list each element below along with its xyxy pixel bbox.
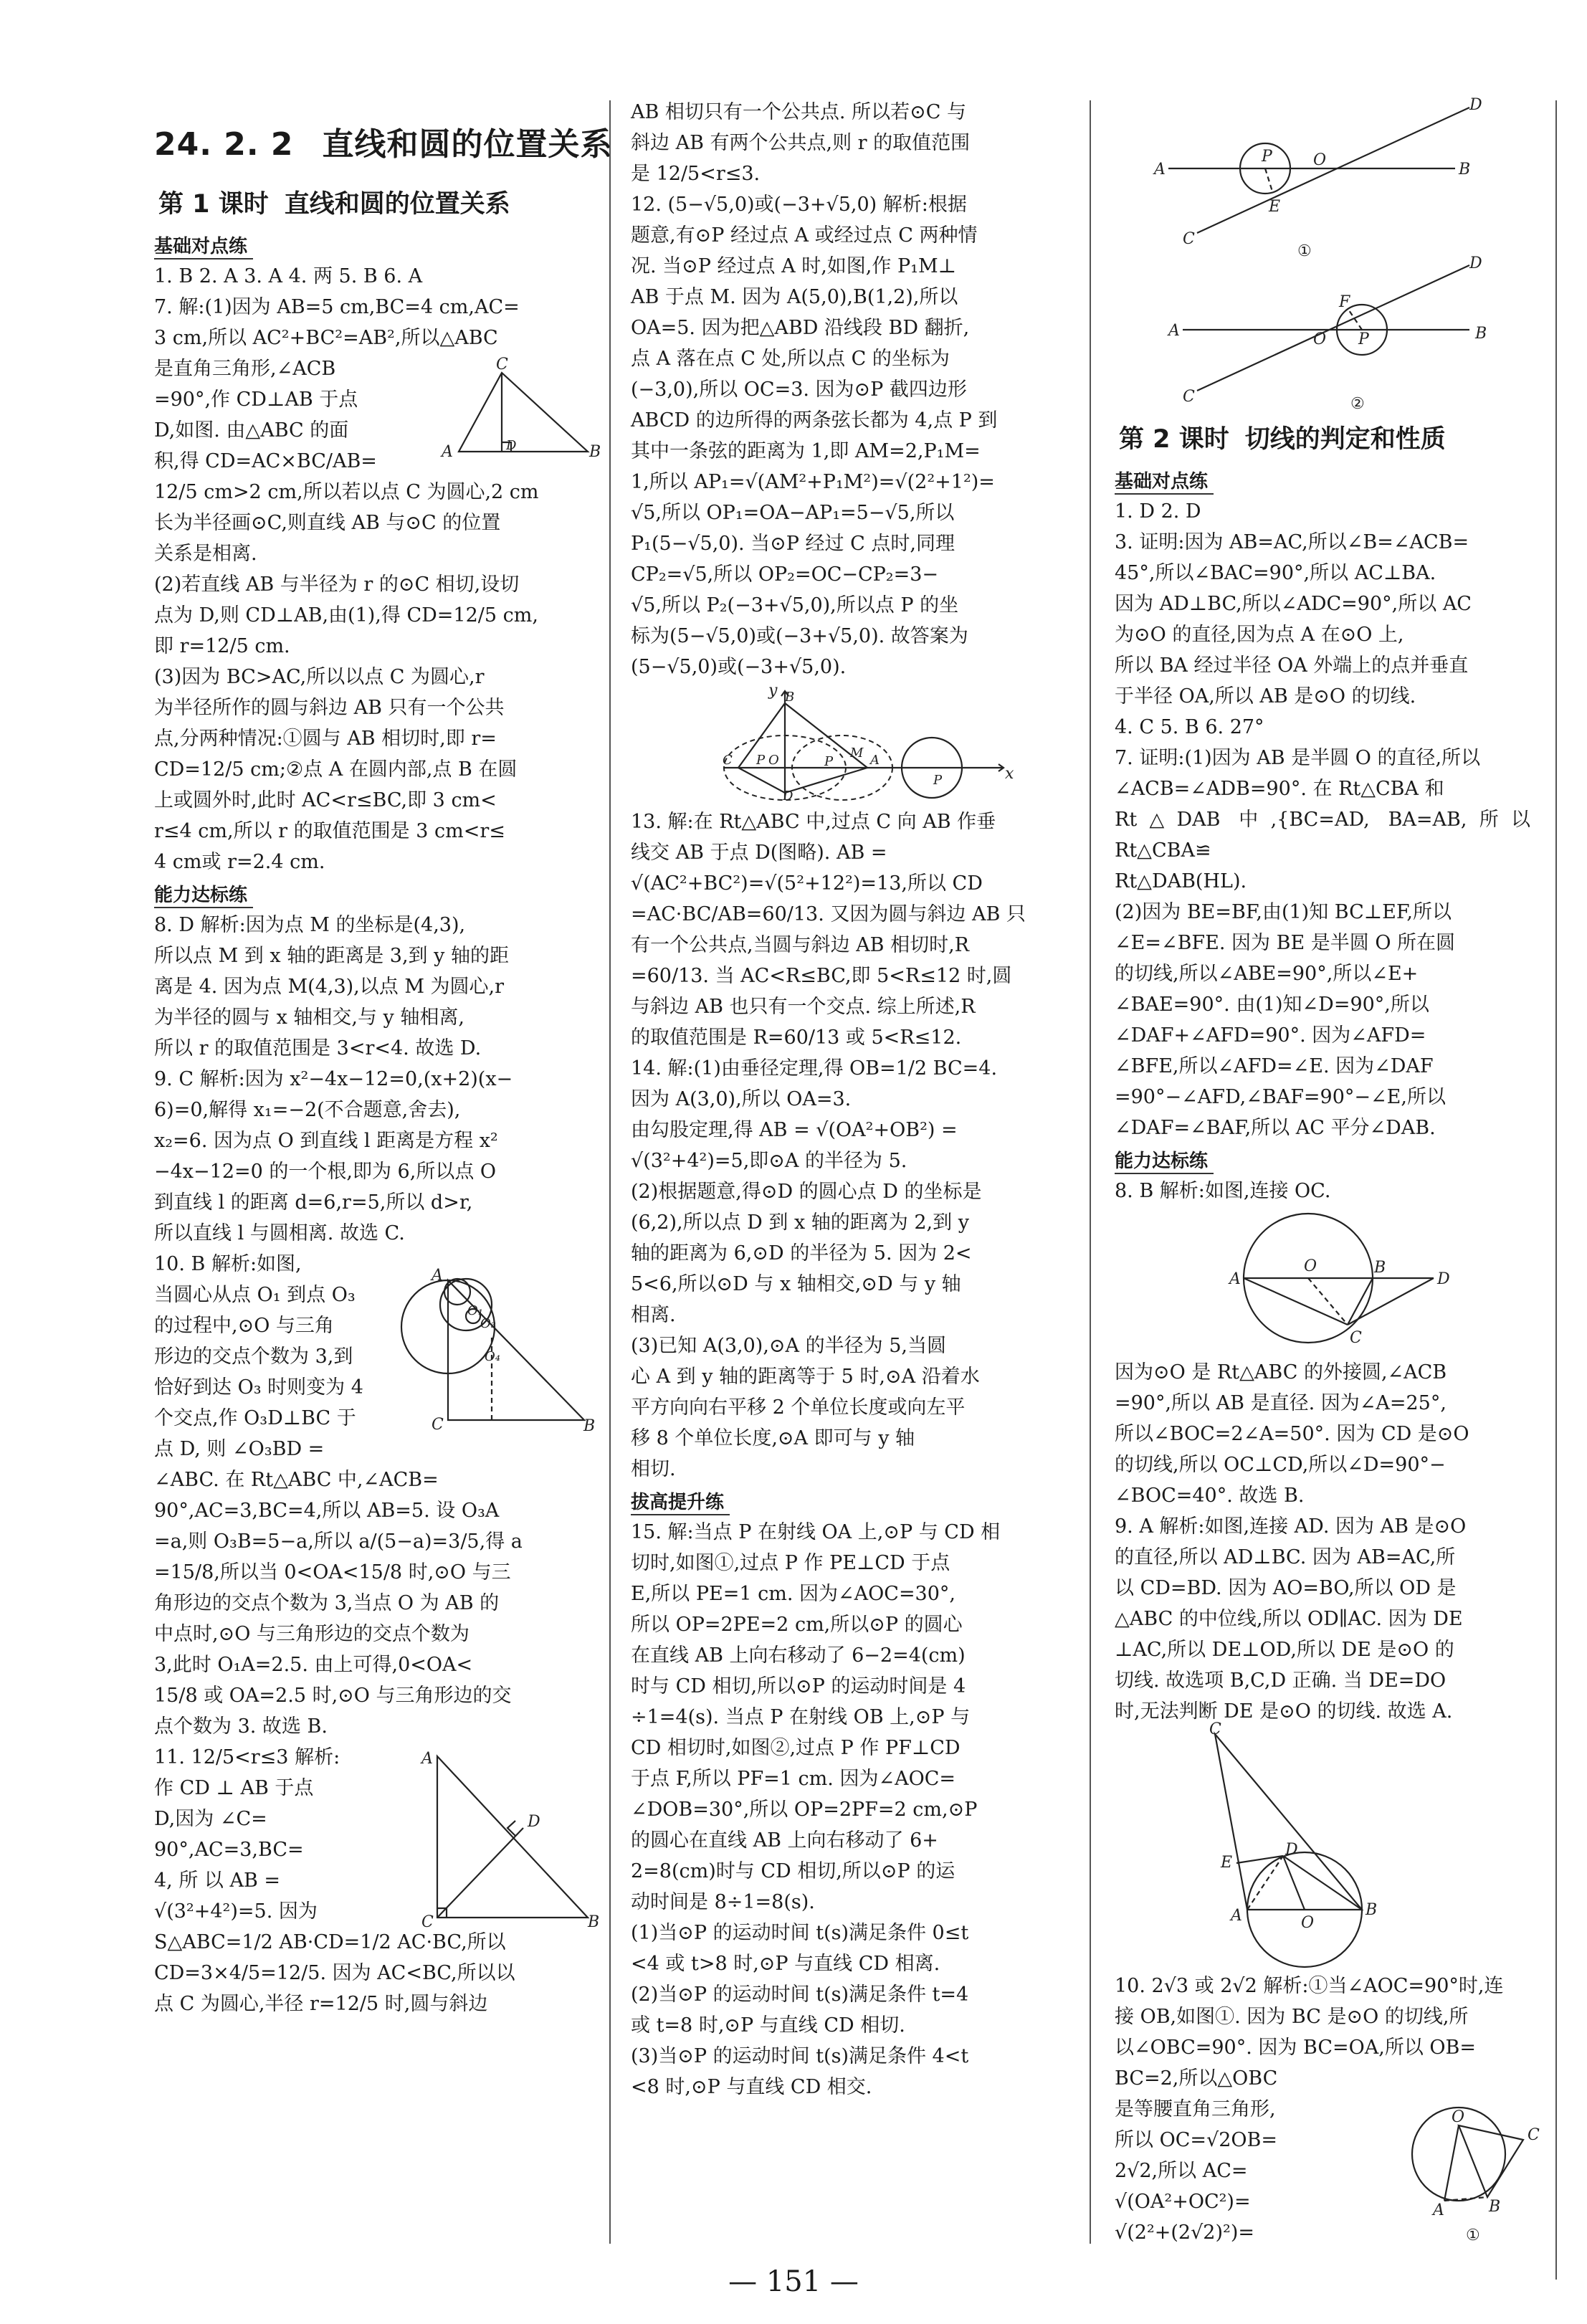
svg-text:P: P: [1262, 148, 1272, 166]
answer-line: ∠E=∠BFE. 因为 BE 是半圆 O 所在圆: [1115, 932, 1456, 954]
answer-line: 点,分两种情况:①圆与 AB 相切时,即 r=: [154, 728, 497, 750]
answer-line: 的取值范围是 R=60/13 或 5<R≤12.: [631, 1027, 962, 1049]
circle-tangent-figure-q8: [1186, 1206, 1459, 1357]
answer-line: 由勾股定理,得 AB = √(OA²+OB²) =: [631, 1119, 958, 1141]
svg-text:A: A: [1231, 1907, 1242, 1925]
svg-text:C: C: [1183, 388, 1195, 406]
answer-line: 2=8(cm)时与 CD 相切,所以⊙P 的运: [631, 1860, 955, 1882]
svg-text:B: B: [1366, 1901, 1378, 1919]
answer-line: √5,所以 P₂(−3+√5,0),所以点 P 的坐: [631, 594, 959, 616]
answer-line: 13. 解:在 Rt△ABC 中,过点 C 向 AB 作垂: [631, 811, 996, 833]
answer-line: 即 r=12/5 cm.: [154, 635, 290, 657]
answer-line: 10. 2√3 或 2√2 解析:①当∠AOC=90°时,连: [1115, 1975, 1504, 1997]
right-triangle-figure-q11: [416, 1749, 602, 1931]
answer-line: 3. 证明:因为 AB=AC,所以∠B=∠ACB=: [1115, 531, 1469, 553]
answer-line: 所以 OP=2PE=2 cm,所以⊙P 的圆心: [631, 1614, 963, 1636]
answer-line: 15/8 或 OA=2.5 时,⊙O 与三角形边的交: [154, 1685, 512, 1707]
svg-text:C: C: [1183, 230, 1195, 248]
answer-line: =90°−∠AFD,∠BAF=90°−∠E,所以: [1115, 1086, 1446, 1108]
answer-line: 所以 BA 经过半径 OA 外端上的点并垂直: [1115, 654, 1469, 677]
svg-text:O: O: [1301, 1914, 1315, 1932]
svg-text:M: M: [850, 746, 864, 761]
answer-line: E,所以 PE=1 cm. 因为∠AOC=30°,: [631, 1583, 956, 1605]
answer-line: <8 时,⊙P 与直线 CD 相交.: [631, 2076, 872, 2098]
answer-line: 相切.: [631, 1458, 676, 1480]
svg-text:A: A: [442, 443, 453, 461]
svg-text:D: D: [783, 789, 794, 804]
figure-caption: ①: [1466, 2227, 1480, 2244]
answer-line: ∠ABC. 在 Rt△ABC 中,∠ACB=: [154, 1469, 439, 1491]
answer-line: 上或圆外时,此时 AC<r≤BC,即 3 cm<: [154, 789, 497, 811]
answer-line: AB 相切只有一个公共点. 所以若⊙C 与: [631, 101, 966, 123]
svg-text:O₄: O₄: [485, 1349, 500, 1364]
svg-text:D: D: [1469, 254, 1482, 272]
answer-line: 点个数为 3. 故选 B.: [154, 1715, 328, 1738]
answer-line: OA=5. 因为把△ABD 沿线段 BD 翻折,: [631, 317, 970, 339]
answer-line: (2)根据题意,得⊙D 的圆心点 D 的坐标是: [631, 1181, 982, 1203]
answer-line: 个交点,作 O₃D⊥BC 于: [154, 1407, 356, 1429]
circles-triangle-figure-q10: [430, 1259, 595, 1438]
svg-text:C: C: [421, 1913, 434, 1931]
answer-line: 90°,AC=3,BC=: [154, 1839, 304, 1861]
lesson-number: 第 2 课时: [1119, 425, 1229, 454]
answer-line: 移 8 个单位长度,⊙A 即可与 y 轴: [631, 1427, 915, 1449]
svg-text:A: A: [870, 753, 880, 768]
answer-line: 于点 F,所以 PF=1 cm. 因为∠AOC=: [631, 1768, 955, 1790]
answer-line: 在直线 AB 上向右移动了 6−2=4(cm): [631, 1644, 966, 1667]
answer-line: (−3,0),所以 OC=3. 因为⊙P 截四边形: [631, 378, 967, 401]
svg-text:P: P: [756, 753, 766, 768]
answer-block: [631, 1517, 1075, 2102]
answer-line: 接 OB,如图①. 因为 BC 是⊙O 的切线,所: [1115, 2006, 1469, 2028]
svg-text:B: B: [588, 1913, 600, 1931]
answer-line: 标为(5−√5,0)或(−3+√5,0). 故答案为: [631, 625, 968, 647]
column-divider: [609, 100, 611, 2244]
answer-line: √(3²+4²)=5. 因为: [154, 1900, 318, 1923]
answer-line: CD=12/5 cm;②点 A 在圆内部,点 B 在圆: [154, 758, 518, 781]
answer-line: 作 CD ⊥ AB 于点: [154, 1777, 314, 1799]
answer-line: =15/8,所以当 0<OA<15/8 时,⊙O 与三: [154, 1561, 511, 1584]
answer-line: 的圆心在直线 AB 上向右移动了 6+: [631, 1829, 938, 1852]
svg-text:A: A: [421, 1750, 433, 1768]
answer-line: <4 或 t>8 时,⊙P 与直线 CD 相离.: [631, 1953, 940, 1975]
answer-line: 11. 12/5<r≤3 解析:: [154, 1746, 340, 1768]
column-divider: [1090, 100, 1091, 2244]
answer-line: 14. 解:(1)由垂径定理,得 OB=1/2 BC=4.: [631, 1057, 998, 1080]
svg-text:E: E: [1221, 1854, 1233, 1872]
answer-line: 是 12/5<r≤3.: [631, 163, 761, 185]
answer-line: (2)当⊙P 的运动时间 t(s)满足条件 t=4: [631, 1984, 969, 2006]
svg-text:O: O: [1452, 2108, 1465, 2126]
answer-line: ABCD 的边所得的两条弦长都为 4,点 P 到: [631, 409, 998, 432]
figure-caption: ②: [1350, 395, 1365, 413]
figure-row: [154, 1742, 600, 1931]
answer-line: 是直角三角形,∠ACB: [154, 358, 336, 380]
answer-line: √(2²+(2√2)²)=: [1115, 2221, 1254, 2244]
answer-line: 9. C 解析:因为 x²−4x−12=0,(x+2)(x−: [154, 1068, 513, 1090]
triangle-circle-figure-q9: [1186, 1720, 1459, 1971]
answer-line: CD 相切时,如图②,过点 P 作 PF⊥CD: [631, 1737, 961, 1759]
lesson-title: [158, 184, 595, 220]
answer-line: ∠ACB=∠ADB=90°. 在 Rt△CBA 和: [1115, 778, 1444, 800]
answer-line: =90°,作 CD⊥AB 于点: [154, 389, 358, 411]
answer-line: 以∠OBC=90°. 因为 BC=OA,所以 OB=: [1115, 2037, 1477, 2059]
answer-line: 1. D 2. D: [1115, 500, 1201, 523]
answer-line: 其中一条弦的距离为 1,即 AM=2,P₁M=: [631, 440, 981, 462]
answer-line: Rt△DAB 中,{BC=AD, BA=AB,所以 Rt△CBA≌: [1115, 809, 1530, 862]
section-label: 能力达标练: [1115, 1146, 1214, 1174]
answer-line: 于半径 OA,所以 AB 是⊙O 的切线.: [1115, 685, 1416, 708]
page-edge-line: [1555, 100, 1557, 2280]
column-2: [631, 97, 1075, 2102]
answer-line: 2√2,所以 AC=: [1115, 2160, 1248, 2182]
svg-text:P: P: [824, 754, 834, 769]
answer-line: −4x−12=0 的一个根,即为 6,所以点 O: [154, 1161, 497, 1183]
answer-line: 时,无法判断 DE 是⊙O 的切线. 故选 A.: [1115, 1700, 1453, 1723]
answer-line: 形边的交点个数为 3,到: [154, 1346, 353, 1368]
svg-text:O: O: [1313, 151, 1327, 169]
answer-line: 的切线,所以∠ABE=90°,所以∠E+: [1115, 963, 1419, 985]
answer-line: 点 A 落在点 C 处,所以点 C 的坐标为: [631, 348, 950, 370]
answer-line: 8. B 解析:如图,连接 OC.: [1115, 1180, 1331, 1202]
lesson-title-text: 切线的判定和性质: [1244, 425, 1446, 454]
svg-text:C: C: [1350, 1329, 1362, 1347]
answer-line: 所以直线 l 与圆相离. 故选 C.: [154, 1222, 405, 1244]
answer-line: 线交 AB 于点 D(图略). AB =: [631, 842, 887, 864]
triangle-figure-q7: [437, 355, 601, 462]
section-title-text: 直线和圆的位置关系: [322, 126, 613, 163]
answer-line: ∠BOC=40°. 故选 B.: [1115, 1485, 1305, 1507]
answer-line: 因为 A(3,0),所以 OA=3.: [631, 1088, 852, 1110]
figure-row: [1115, 1971, 1540, 2248]
answer-line: 所以∠BOC=2∠A=50°. 因为 CD 是⊙O: [1115, 1423, 1469, 1445]
answer-line: D,如图. 由△ABC 的面: [154, 419, 349, 442]
svg-text:B: B: [1459, 161, 1471, 178]
svg-text:B: B: [1489, 2198, 1501, 2216]
answer-line: 为半径的圆与 x 轴相交,与 y 轴相离,: [154, 1006, 464, 1029]
answer-line: (6,2),所以点 D 到 x 轴的距离为 2,到 y: [631, 1211, 969, 1234]
answer-line: Rt△DAB(HL).: [1115, 870, 1247, 892]
answer-line: 题意,有⊙P 经过点 A 或经过点 C 两种情: [631, 224, 978, 247]
answer-line: √5,所以 OP₁=OA−AP₁=5−√5,所以: [631, 502, 955, 524]
answer-line: 所以点 M 到 x 轴的距离是 3,到 y 轴的距: [154, 945, 509, 967]
answer-line: 斜边 AB 有两个公共点,则 r 的取值范围: [631, 132, 971, 154]
answer-line: =a,则 O₃B=5−a,所以 a/(5−a)=3/5,得 a: [154, 1530, 523, 1553]
svg-text:O: O: [768, 753, 779, 768]
svg-text:A: A: [1154, 161, 1166, 178]
answer-line: 离是 4. 因为点 M(4,3),以点 M 为圆心,r: [154, 976, 505, 998]
line-circle-figure-1: [1154, 97, 1491, 258]
answer-line: 中点时,⊙O 与三角形边的交点个数为: [154, 1623, 470, 1645]
svg-text:O₃: O₃: [480, 1316, 496, 1331]
svg-text:C: C: [496, 356, 508, 373]
answer-line: 平方向向右平移 2 个单位长度或向左平: [631, 1396, 966, 1419]
answer-line: (2)因为 BE=BF,由(1)知 BC⊥EF,所以: [1115, 901, 1452, 923]
lesson-title-text: 直线和圆的位置关系: [284, 190, 510, 219]
svg-text:y: y: [768, 682, 778, 700]
answer-block: [154, 910, 600, 2019]
answer-line: (2)若直线 AB 与半径为 r 的⊙C 相切,设切: [154, 573, 520, 596]
answer-line: (3)当⊙P 的运动时间 t(s)满足条件 4<t: [631, 2045, 969, 2067]
answer-line: (3)已知 A(3,0),⊙A 的半径为 5,当圆: [631, 1335, 946, 1357]
answer-line: 8. D 解析:因为点 M 的坐标是(4,3),: [154, 914, 466, 936]
svg-text:D: D: [1285, 1841, 1298, 1859]
section-number: 24. 2. 2: [154, 126, 294, 163]
svg-text:B: B: [1475, 325, 1487, 343]
answer-line: CP₂=√5,所以 OP₂=OC−CP₂=3−: [631, 563, 939, 586]
svg-text:C: C: [1209, 1720, 1221, 1738]
answer-line: 到直线 l 的距离 d=6,r=5,所以 d>r,: [154, 1191, 473, 1214]
answer-line: r≤4 cm,所以 r 的取值范围是 3 cm<r≤: [154, 820, 505, 842]
answer-line: (5−√5,0)或(−3+√5,0).: [631, 656, 847, 678]
answer-line: √(3²+4²)=5,即⊙A 的半径为 5.: [631, 1150, 907, 1172]
svg-text:B: B: [589, 443, 601, 461]
answer-line: x₂=6. 因为点 O 到直线 l 距离是方程 x²: [154, 1130, 498, 1152]
answer-line: BC=2,所以△OBC: [1115, 2067, 1278, 2090]
svg-text:x: x: [1005, 765, 1014, 783]
svg-text:O₁: O₁: [467, 1303, 483, 1318]
answer-line: 心 A 到 y 轴的距离等于 5 时,⊙A 沿着水: [631, 1366, 980, 1388]
answer-line: ∠BAE=90°. 由(1)知∠D=90°,所以: [1115, 994, 1429, 1016]
answer-line: S△ABC=1/2 AB·CD=1/2 AC·BC,所以: [154, 1931, 506, 1953]
svg-text:A: A: [1168, 322, 1180, 340]
answer-line: 角形边的交点个数为 3,当点 O 为 AB 的: [154, 1592, 500, 1614]
answer-line: AB 于点 M. 因为 A(5,0),B(1,2),所以: [631, 286, 958, 308]
answer-line: 切线. 故选项 B,C,D 正确. 当 DE=DO: [1115, 1670, 1447, 1692]
answer-line: 为⊙O 的直径,因为点 A 在⊙O 上,: [1115, 624, 1404, 646]
figure-caption: ①: [1297, 242, 1312, 260]
svg-text:B: B: [583, 1417, 596, 1435]
svg-text:F: F: [1339, 293, 1350, 311]
svg-text:D: D: [1437, 1270, 1450, 1288]
coordinate-circles-figure-q12: [717, 682, 1018, 804]
answer-line: 轴的距离为 6,⊙D 的半径为 5. 因为 2<: [631, 1242, 972, 1265]
svg-text:P: P: [933, 773, 943, 788]
answer-line: 相离.: [631, 1304, 676, 1326]
answer-line: 12. (5−√5,0)或(−3+√5,0) 解析:根据: [631, 194, 967, 216]
answer-line: 积,得 CD=AC×BC/AB=: [154, 450, 377, 472]
answer-line: 10. B 解析:如图,: [154, 1253, 302, 1275]
answer-block: [1115, 1357, 1530, 1727]
answer-line: 况. 当⊙P 经过点 A 时,如图,作 P₁M⊥: [631, 255, 956, 277]
answer-line: 长为半径画⊙C,则直线 AB 与⊙C 的位置: [154, 512, 501, 534]
answer-line: √(OA²+OC²)=: [1115, 2191, 1251, 2213]
section-label: 基础对点练: [1115, 467, 1214, 495]
svg-text:B: B: [785, 690, 795, 705]
answer-line: D,因为 ∠C=: [154, 1808, 267, 1830]
answer-block: [631, 806, 1075, 1485]
answer-line: √(AC²+BC²)=√(5²+12²)=13,所以 CD: [631, 872, 983, 895]
answer-line: ÷1=4(s). 当点 P 在射线 OB 上,⊙P 与: [631, 1706, 971, 1728]
answer-line: 所以 r 的取值范围是 3<r<4. 故选 D.: [154, 1037, 482, 1059]
answer-line: 15. 解:当点 P 在射线 OA 上,⊙P 与 CD 相: [631, 1521, 1001, 1543]
svg-text:A: A: [432, 1267, 443, 1285]
lesson-number: 第 1 课时: [158, 190, 269, 219]
answer-line: 所以 OC=√2OB=: [1115, 2129, 1277, 2151]
answer-line: =AC·BC/AB=60/13. 又因为圆与斜边 AB 只: [631, 903, 1026, 925]
section-title: [154, 118, 613, 164]
answer-line: 或 t=8 时,⊙P 与直线 CD 相切.: [631, 2014, 905, 2037]
answer-line: 因为⊙O 是 Rt△ABC 的外接圆,∠ACB: [1115, 1361, 1447, 1384]
answer-line: 时与 CD 相切,所以⊙P 的运动时间是 4: [631, 1675, 966, 1697]
answer-line: P₁(5−√5,0). 当⊙P 经过 C 点时,同理: [631, 533, 955, 555]
svg-text:A: A: [1433, 2201, 1444, 2219]
answer-line: 当圆心从点 O₁ 到点 O₃: [154, 1284, 356, 1306]
answer-line: =90°,所以 AB 是直径. 因为∠A=25°,: [1115, 1392, 1447, 1414]
answer-line: 的过程中,⊙O 与三角: [154, 1315, 334, 1337]
svg-text:E: E: [1269, 198, 1281, 216]
answer-line: 5<6,所以⊙D 与 x 轴相交,⊙D 与 y 轴: [631, 1273, 961, 1295]
svg-text:C: C: [432, 1416, 444, 1434]
answer-line: 因为 AD⊥BC,所以∠ADC=90°,所以 AC: [1115, 593, 1472, 615]
answer-block: [154, 261, 601, 877]
answer-line: 动时间是 8÷1=8(s).: [631, 1891, 815, 1913]
svg-text:P: P: [1358, 330, 1369, 348]
answer-line: 3,此时 O₁A=2.5. 由上可得,0<OA<: [154, 1654, 473, 1676]
page-number: — 151 —: [728, 2265, 859, 2298]
svg-text:O: O: [1304, 1257, 1317, 1275]
answer-line: =60/13. 当 AC<R≤BC,即 5<R≤12 时,圆: [631, 965, 1012, 987]
svg-text:D: D: [506, 438, 517, 453]
answer-line: 点为 D,则 CD⊥AB,由(1),得 CD=12/5 cm,: [154, 604, 538, 627]
figure-row: [154, 1249, 595, 1465]
lesson-title: [1119, 419, 1530, 455]
answer-line: 12/5 cm>2 cm,所以若以点 C 为圆心,2 cm: [154, 481, 539, 503]
answer-line: △ABC 的中位线,所以 OD∥AC. 因为 DE: [1115, 1608, 1463, 1630]
answer-line: ⊥AC,所以 DE⊥OD,所以 DE 是⊙O 的: [1115, 1639, 1454, 1661]
answer-line: 的直径,所以 AD⊥BC. 因为 AB=AC,所: [1115, 1546, 1456, 1568]
answer-line: 7. 解:(1)因为 AB=5 cm,BC=4 cm,AC=: [154, 296, 520, 318]
answer-line: 以 CD=BD. 因为 AO=BO,所以 OD 是: [1115, 1577, 1457, 1599]
column-1: [154, 97, 613, 2019]
svg-text:O: O: [1313, 330, 1327, 348]
answer-line: 是等腰直角三角形,: [1115, 2098, 1276, 2120]
answer-line: 4 cm或 r=2.4 cm.: [154, 851, 325, 873]
column-3: [1115, 96, 1540, 2248]
answer-line: 3 cm,所以 AC²+BC²=AB²,所以△ABC: [154, 327, 498, 349]
answer-line: CD=3×4/5=12/5. 因为 AC<BC,所以以: [154, 1962, 515, 1984]
answer-line: 1. B 2. A 3. A 4. 两 5. B 6. A: [154, 265, 423, 287]
answer-block: [1115, 496, 1530, 1143]
answer-line: 为半径所作的圆与斜边 AB 只有一个公共: [154, 697, 505, 719]
answer-line: 与斜边 AB 也只有一个交点. 综上所述,R: [631, 996, 976, 1018]
answer-line: 恰好到达 O₃ 时则变为 4: [154, 1376, 363, 1399]
answer-line: 4. C 5. B 6. 27°: [1115, 716, 1264, 738]
answer-line: 45°,所以∠BAC=90°,所以 AC⊥BA.: [1115, 562, 1436, 584]
circle-tangent-figure-q10: [1401, 2068, 1538, 2247]
answer-line: 点 C 为圆心,半径 r=12/5 时,圆与斜边: [154, 1993, 488, 2015]
line-circle-figure-2: [1154, 254, 1491, 413]
answer-line: ∠DAF=∠BAF,所以 AC 平分∠DAB.: [1115, 1117, 1436, 1139]
answer-line: 4, 所 以 AB =: [154, 1870, 281, 1892]
answer-line: 9. A 解析:如图,连接 AD. 因为 AB 是⊙O: [1115, 1515, 1467, 1538]
answer-line: (1)当⊙P 的运动时间 t(s)满足条件 0≤t: [631, 1922, 969, 1944]
svg-text:D: D: [528, 1813, 540, 1831]
answer-line: 90°,AC=3,BC=4,所以 AB=5. 设 O₃A: [154, 1500, 500, 1522]
section-label: 拔高提升练: [631, 1487, 730, 1515]
answer-line: 切时,如图①,过点 P 作 PE⊥CD 于点: [631, 1552, 950, 1574]
answer-line: (3)因为 BC>AC,所以以点 C 为圆心,r: [154, 666, 485, 688]
svg-text:B: B: [1374, 1259, 1386, 1277]
answer-line: 有一个公共点,当圆与斜边 AB 相切时,R: [631, 934, 969, 956]
answer-line: ∠DOB=30°,所以 OP=2PF=2 cm,⊙P: [631, 1799, 978, 1821]
svg-text:D: D: [1469, 96, 1482, 114]
section-label: 基础对点练: [154, 232, 253, 259]
figure-row: [154, 353, 601, 477]
section-label: 能力达标练: [154, 880, 253, 908]
answer-line: 点 D, 则 ∠O₃BD =: [154, 1438, 325, 1460]
answer-line: 关系是相离.: [154, 543, 257, 565]
answer-line: ∠DAF+∠AFD=90°. 因为∠AFD=: [1115, 1024, 1426, 1047]
answer-line: 的切线,所以 OC⊥CD,所以∠D=90°−: [1115, 1454, 1446, 1476]
answer-line: 1,所以 AP₁=√(AM²+P₁M²)=√(2²+1²)=: [631, 471, 995, 493]
svg-text:C: C: [723, 753, 733, 768]
svg-text:C: C: [1528, 2126, 1540, 2144]
svg-text:A: A: [1229, 1270, 1241, 1288]
answer-block: [631, 97, 1075, 682]
answer-line: 6)=0,解得 x₁=−2(不合题意,舍去),: [154, 1099, 461, 1121]
answer-line: ∠BFE,所以∠AFD=∠E. 因为∠DAF: [1115, 1055, 1434, 1077]
answer-line: 7. 证明:(1)因为 AB 是半圆 O 的直径,所以: [1115, 747, 1481, 769]
